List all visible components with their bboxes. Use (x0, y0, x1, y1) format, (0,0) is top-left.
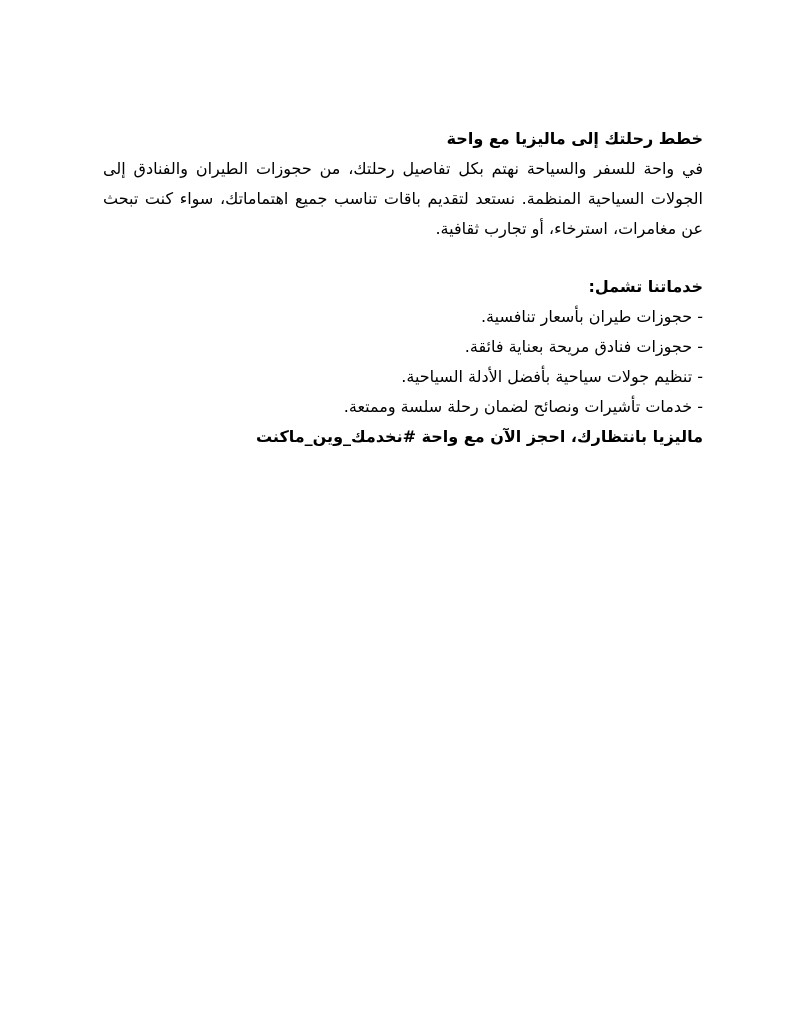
service-item-visas: - خدمات تأشيرات ونصائح لضمان رحلة سلسة وممتعة. (343, 397, 703, 416)
service-item-flights: - حجوزات طيران بأسعار تنافسية. (480, 307, 703, 326)
intro-paragraph: في واحة للسفر والسياحة نهتم بكل تفاصيل رحلتك، من حجوزات الطيران والفنادق إلى الجولات السياحية المنظمة. نستعد لتقديم باقات تناسب جميع اهتماماتك، سواء كنت تبحث عن مغامرات، استرخاء، أو تجارب ثقافية. (103, 159, 703, 238)
service-item-tours: - تنظيم جولات سياحية بأفضل الأدلة السياحية. (401, 367, 703, 386)
document-title: خطط رحلتك إلى ماليزيا مع واحة (446, 129, 703, 148)
services-heading: خدماتنا تشمل: (588, 277, 703, 296)
service-item-hotels: - حجوزات فنادق مريحة بعناية فائقة. (464, 337, 703, 356)
closing-line: ماليزيا بانتظارك، احجز الآن مع واحة #نخدمك_وين_ماكنت (255, 427, 703, 446)
document-body (103, 124, 703, 452)
services-list (103, 302, 703, 422)
